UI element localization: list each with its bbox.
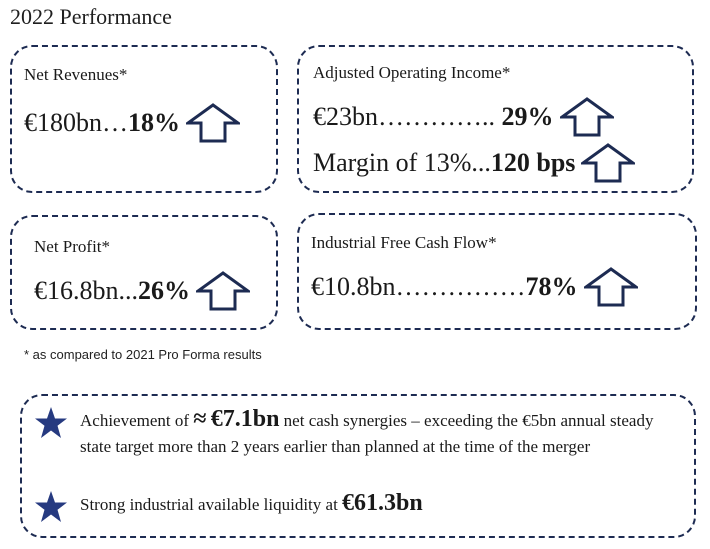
liquidity-text xyxy=(80,490,670,518)
net-profit-label: Net Profit* xyxy=(34,237,111,256)
net-profit-change: 26% xyxy=(138,276,190,305)
net-revenues-card xyxy=(10,45,278,193)
net-profit-metric xyxy=(34,271,250,311)
liquidity-prefix: Strong industrial available liquidity at xyxy=(80,495,343,514)
synergies-text xyxy=(80,406,670,460)
industrial-fcf-change: 78% xyxy=(525,272,578,301)
adjusted-operating-income-metric xyxy=(313,97,614,137)
synergies-amount: €7.1bn xyxy=(210,406,280,432)
up-arrow-icon xyxy=(196,271,250,311)
liquidity-bullet xyxy=(34,490,670,529)
highlights-box xyxy=(20,394,696,538)
up-arrow-icon xyxy=(584,267,638,307)
adjusted-operating-income-label: Adjusted Operating Income* xyxy=(313,63,511,82)
industrial-fcf-card xyxy=(297,213,697,330)
net-profit-value: €16.8bn... xyxy=(34,276,138,305)
operating-margin-change: 120 bps xyxy=(490,148,576,177)
net-revenues-value: €180bn… xyxy=(24,108,128,137)
synergies-bullet xyxy=(34,406,670,460)
industrial-fcf-value: €10.8bn…………… xyxy=(311,272,526,301)
star-icon xyxy=(34,490,68,529)
up-arrow-icon xyxy=(186,103,240,143)
adjusted-operating-income-value: €23bn………….. xyxy=(313,102,502,131)
liquidity-amount: €61.3bn xyxy=(342,490,423,516)
up-arrow-icon xyxy=(560,97,614,137)
up-arrow-icon xyxy=(581,143,635,183)
operating-margin-metric xyxy=(313,143,635,183)
page-title: 2022 Performance xyxy=(10,4,172,29)
net-revenues-label: Net Revenues* xyxy=(24,65,128,84)
synergies-suffix: net cash synergies – exceeding the €5bn annual steady state target more than 2 years earlier than planned at the time of the merger xyxy=(80,411,654,456)
industrial-fcf-label: Industrial Free Cash Flow* xyxy=(311,233,497,252)
net-revenues-metric xyxy=(24,103,240,143)
adjusted-operating-income-card xyxy=(297,45,694,193)
operating-margin-value: Margin of 13%... xyxy=(313,148,491,177)
adjusted-operating-income-change: 29% xyxy=(501,102,554,131)
approx-symbol: ≈ xyxy=(193,406,207,432)
footnote: * as compared to 2021 Pro Forma results xyxy=(24,347,262,362)
star-icon xyxy=(34,406,68,445)
industrial-fcf-metric xyxy=(311,267,638,307)
net-profit-card xyxy=(10,215,278,330)
net-revenues-change: 18% xyxy=(128,108,180,137)
synergies-prefix: Achievement of xyxy=(80,411,194,430)
